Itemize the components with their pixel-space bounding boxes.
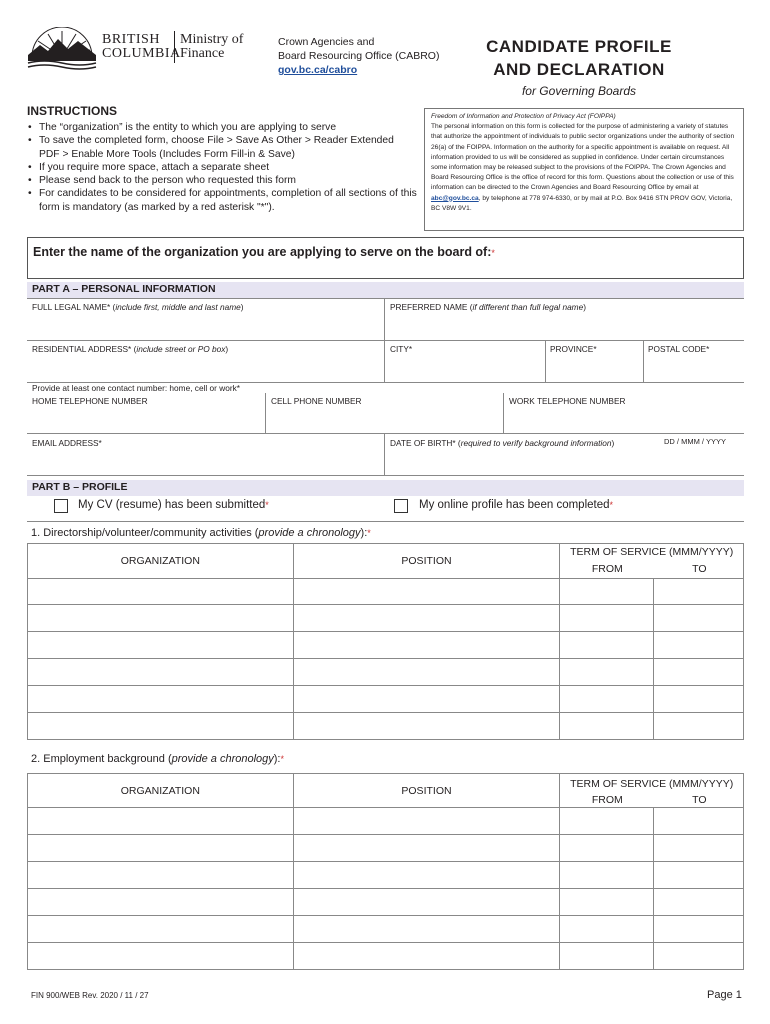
form-title-line-1: CANDIDATE PROFILE [486, 37, 672, 56]
foippa-heading: Freedom of Information and Protection of Privacy Act (FOIPPA) [431, 113, 616, 120]
to-cell[interactable] [654, 889, 744, 916]
from-cell[interactable] [560, 862, 654, 889]
position-cell[interactable] [293, 889, 560, 916]
directorship-table [27, 543, 744, 740]
from-cell[interactable] [560, 579, 654, 605]
part-a-heading: PART A – PERSONAL INFORMATION [27, 282, 744, 298]
date-of-birth-format-hint: DD / MMM / YYYY [664, 437, 726, 446]
form-title-line-2: AND DECLARATION [493, 60, 665, 79]
email-address-field[interactable] [28, 449, 382, 474]
table-row [28, 943, 744, 970]
ministry-line-2: Finance [180, 46, 225, 61]
required-asterisk: * [491, 248, 495, 258]
work-phone-field[interactable] [505, 407, 742, 432]
organization-cell[interactable] [28, 889, 294, 916]
position-cell[interactable] [293, 579, 560, 605]
cell-phone-label: CELL PHONE NUMBER [271, 396, 362, 406]
logo-line-columbia: COLUMBIA [102, 46, 181, 61]
instruction-item: • To save the completed form, choose File > Save As Other > Reader Extended PDF > Enable More Tools (Includes Form Fill-in & Save) [27, 134, 422, 161]
organization-cell[interactable] [28, 713, 294, 740]
employment-table [27, 773, 744, 970]
position-cell[interactable] [293, 916, 560, 943]
to-cell[interactable] [654, 808, 744, 835]
province-field[interactable] [547, 355, 641, 381]
postal-code-field[interactable] [645, 355, 742, 381]
foippa-body [431, 122, 737, 214]
column-header-term: TERM OF SERVICE (MMM/YYYY) FROM TO [560, 774, 744, 808]
instructions-list [27, 121, 422, 214]
from-cell[interactable] [560, 916, 654, 943]
to-cell[interactable] [654, 686, 744, 713]
foippa-body-text: The personal information on this form is collected for the purpose of administering a variety of statutes that authorize the appointment of individuals to public sector organizations under the authority of section 26(a) of the FOIPPA. Information on the authority for a specific appointment is available on request. All information provided to us will be considered as supplied in confidence. Under certain circumstances some information may be released subject to the provisions of the FOIPPA. The Crown Agencies and Board Resourcing Office is the office of record for this form. Questions about the collection or use of this information can be directed to the Crown Agencies and Board Resourcing Office by email at [431, 123, 735, 192]
organization-cell[interactable] [28, 659, 294, 686]
table-row [28, 916, 744, 943]
position-cell[interactable] [293, 835, 560, 862]
organization-cell[interactable] [28, 605, 294, 632]
column-header-term: TERM OF SERVICE (MMM/YYYY) FROM TO [560, 544, 744, 579]
to-cell[interactable] [654, 943, 744, 970]
table-row [28, 808, 744, 835]
organization-cell[interactable] [28, 862, 294, 889]
table-row [28, 889, 744, 916]
postal-code-label: POSTAL CODE* [648, 344, 710, 354]
position-cell[interactable] [293, 659, 560, 686]
organization-name-field[interactable] [27, 237, 744, 279]
full-legal-name-label: FULL LEGAL NAME* (include first, middle and last name) [32, 302, 244, 312]
logo-line-british: BRITISH [102, 32, 160, 47]
city-label: CITY* [390, 344, 413, 354]
question-1-label: 1. Directorship/volunteer/community activities (provide a chronology):* [31, 527, 371, 539]
contact-number-note: Provide at least one contact number: home, cell or work* [32, 383, 240, 393]
table-row [28, 632, 744, 659]
column-header-organization: ORGANIZATION [28, 544, 294, 579]
city-field[interactable] [386, 355, 543, 381]
foippa-email-link[interactable]: abc@gov.bc.ca [431, 194, 479, 202]
to-cell[interactable] [654, 835, 744, 862]
online-profile-checkbox[interactable] [394, 499, 408, 513]
bc-logo [26, 27, 258, 73]
foippa-body-text-end: , by telephone at 778 974-6330, or by mail at P.O. Box 9416 STN PROV GOV, Victoria, BC V8W 9V1. [431, 194, 733, 212]
ministry-line-1: Ministry of [180, 32, 244, 47]
online-profile-label: My online profile has been completed* [419, 499, 614, 511]
from-cell[interactable] [560, 889, 654, 916]
to-cell[interactable] [654, 862, 744, 889]
to-cell[interactable] [654, 632, 744, 659]
to-cell[interactable] [654, 659, 744, 686]
residential-address-label: RESIDENTIAL ADDRESS* (include street or PO box) [32, 344, 229, 354]
table-row [28, 686, 744, 713]
from-cell[interactable] [560, 713, 654, 740]
organization-cell[interactable] [28, 632, 294, 659]
table-row [28, 605, 744, 632]
to-cell[interactable] [654, 713, 744, 740]
organization-cell[interactable] [28, 808, 294, 835]
page-number: Page 1 [707, 989, 742, 1001]
table-row [28, 862, 744, 889]
position-cell[interactable] [293, 686, 560, 713]
preferred-name-label: PREFERRED NAME (if different than full legal name) [390, 302, 586, 312]
position-cell[interactable] [293, 808, 560, 835]
province-label: PROVINCE* [550, 344, 597, 354]
organization-cell[interactable] [28, 686, 294, 713]
table-row [28, 835, 744, 862]
column-header-position: POSITION [293, 774, 560, 808]
to-cell[interactable] [654, 605, 744, 632]
bc-sun-mountain-icon [26, 27, 98, 71]
from-cell[interactable] [560, 659, 654, 686]
to-cell[interactable] [654, 579, 744, 605]
instruction-item: • If you require more space, attach a separate sheet [27, 161, 422, 174]
cv-submitted-label: My CV (resume) has been submitted* [78, 499, 269, 511]
foippa-notice [424, 108, 744, 231]
cabro-website-link[interactable]: gov.bc.ca/cabro [278, 64, 358, 76]
form-identifier: FIN 900/WEB Rev. 2020 / 11 / 27 [31, 991, 149, 1000]
full-legal-name-field[interactable] [28, 313, 382, 339]
email-address-label: EMAIL ADDRESS* [32, 438, 102, 448]
position-cell[interactable] [293, 862, 560, 889]
table-row [28, 579, 744, 605]
from-cell[interactable] [560, 632, 654, 659]
position-cell[interactable] [293, 632, 560, 659]
to-cell[interactable] [654, 916, 744, 943]
office-name-line-2: Board Resourcing Office (CABRO) [278, 50, 440, 62]
table-row [28, 713, 744, 740]
instruction-item: • The “organization” is the entity to which you are applying to serve [27, 121, 422, 134]
instruction-item: • For candidates to be considered for appointments, completion of all sections of this form is mandatory (as marked by a red asterisk "*"). [27, 187, 422, 214]
residential-address-field[interactable] [28, 355, 382, 381]
instructions-heading: INSTRUCTIONS [27, 104, 117, 118]
organization-cell[interactable] [28, 943, 294, 970]
cv-submitted-checkbox[interactable] [54, 499, 68, 513]
instruction-item: • Please send back to the person who requested this form [27, 174, 422, 187]
date-of-birth-field[interactable] [386, 449, 742, 474]
form-subtitle: for Governing Boards [521, 84, 637, 98]
office-name-line-1: Crown Agencies and [278, 36, 375, 48]
from-cell[interactable] [560, 835, 654, 862]
organization-cell[interactable] [28, 579, 294, 605]
work-phone-label: WORK TELEPHONE NUMBER [509, 396, 626, 406]
column-header-organization: ORGANIZATION [28, 774, 294, 808]
column-header-position: POSITION [293, 544, 560, 579]
position-cell[interactable] [293, 605, 560, 632]
organization-question: Enter the name of the organization you are applying to serve on the board of: [33, 245, 492, 259]
organization-cell[interactable] [28, 835, 294, 862]
from-cell[interactable] [560, 605, 654, 632]
home-phone-label: HOME TELEPHONE NUMBER [32, 396, 148, 406]
position-cell[interactable] [293, 943, 560, 970]
preferred-name-field[interactable] [386, 313, 742, 339]
cell-phone-field[interactable] [267, 407, 501, 432]
date-of-birth-label: DATE OF BIRTH* (required to verify background information) [390, 438, 615, 448]
home-phone-field[interactable] [28, 407, 263, 432]
position-cell[interactable] [293, 713, 560, 740]
from-cell[interactable] [560, 943, 654, 970]
from-cell[interactable] [560, 686, 654, 713]
from-cell[interactable] [560, 808, 654, 835]
part-b-heading: PART B – PROFILE [27, 480, 744, 496]
organization-cell[interactable] [28, 916, 294, 943]
table-row [28, 659, 744, 686]
question-2-label: 2. Employment background (provide a chronology):* [31, 753, 285, 765]
